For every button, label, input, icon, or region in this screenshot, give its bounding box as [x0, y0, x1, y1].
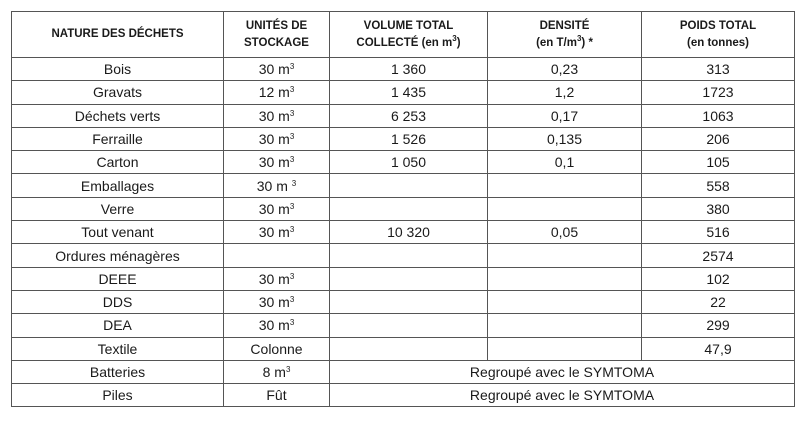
cell-nature: Batteries	[12, 360, 224, 383]
table-row	[12, 267, 795, 290]
cell-unite-sup: 3	[289, 271, 295, 281]
header-densite-line2-end: ) *	[581, 36, 593, 49]
cell-densite: 0,05	[488, 221, 642, 244]
cell-densite: 1,2	[488, 81, 642, 104]
cell-poids: 1723	[642, 81, 795, 104]
cell-unite-text: 30 m	[258, 317, 290, 334]
cell-volume: 6 253	[330, 104, 488, 127]
cell-nature: Déchets verts	[12, 104, 224, 127]
header-densite-sup: 3	[576, 33, 582, 43]
cell-volume: 1 526	[330, 127, 488, 150]
table-row	[12, 127, 795, 150]
table-row-merged	[12, 384, 795, 407]
cell-unite-sup: 3	[289, 85, 295, 95]
cell-nature: DDS	[12, 290, 224, 313]
cell-nature: Bois	[12, 58, 224, 81]
header-row	[12, 12, 795, 58]
header-nature-line1: NATURE DES DÉCHETS	[51, 28, 184, 40]
header-poids-line2: (en tonnes)	[687, 36, 749, 49]
cell-unite-sup: 3	[291, 178, 297, 188]
cell-unite-sup: 3	[289, 225, 295, 235]
cell-unite	[224, 81, 330, 104]
cell-unite	[224, 337, 330, 360]
cell-unite-sup: 3	[289, 201, 295, 211]
header-densite-line1: DENSITÉ	[539, 19, 590, 32]
header-densite-line2-wrap	[488, 35, 641, 52]
header-volume	[330, 12, 488, 58]
cell-unite	[224, 104, 330, 127]
cell-volume	[330, 290, 488, 313]
table-row	[12, 197, 795, 220]
cell-unite	[224, 290, 330, 313]
table-row	[12, 314, 795, 337]
cell-unite-sup: 3	[289, 318, 295, 328]
cell-volume: 1 435	[330, 81, 488, 104]
cell-poids: 105	[642, 151, 795, 174]
cell-densite	[488, 314, 642, 337]
cell-unite-text: 8 m	[262, 364, 286, 380]
cell-poids: 558	[642, 174, 795, 197]
cell-unite-text: 30 m	[258, 270, 290, 287]
cell-densite: 0,1	[488, 151, 642, 174]
cell-densite	[488, 267, 642, 290]
cell-poids: 313	[642, 58, 795, 81]
cell-nature: Ferraille	[12, 127, 224, 150]
cell-densite: 0,17	[488, 104, 642, 127]
header-volume-line2-end: )	[456, 36, 461, 49]
cell-unite-text: Fût	[266, 387, 287, 404]
cell-unite	[224, 197, 330, 220]
cell-unite-sup: 3	[285, 365, 291, 374]
cell-poids: 102	[642, 267, 795, 290]
cell-volume	[330, 267, 488, 290]
cell-unite	[224, 360, 330, 383]
cell-unite-sup: 3	[289, 295, 295, 305]
cell-unite	[224, 314, 330, 337]
header-densite-line2: (en T/m	[536, 36, 577, 49]
cell-unite-text: 30 m	[258, 131, 290, 148]
header-volume-sup: 3	[452, 33, 457, 43]
cell-unite	[224, 267, 330, 290]
header-poids-line1: POIDS TOTAL	[679, 19, 757, 32]
cell-merged-note: Regroupé avec le SYMTOMA	[330, 384, 795, 407]
table-row	[12, 151, 795, 174]
cell-poids: 47,9	[642, 337, 795, 360]
cell-unite-text: 30 m	[256, 177, 292, 194]
table-row	[12, 58, 795, 81]
table-row	[12, 174, 795, 197]
cell-nature: Emballages	[12, 174, 224, 197]
waste-table	[11, 11, 795, 407]
table-row	[12, 221, 795, 244]
cell-unite	[224, 58, 330, 81]
cell-unite-sup: 3	[289, 155, 295, 165]
cell-volume	[330, 174, 488, 197]
cell-volume	[330, 314, 488, 337]
header-unites-line2: STOCKAGE	[244, 36, 309, 49]
cell-densite: 0,135	[488, 127, 642, 150]
cell-densite	[488, 290, 642, 313]
cell-densite	[488, 174, 642, 197]
cell-poids: 22	[642, 290, 795, 313]
cell-unite	[224, 244, 330, 267]
table-row	[12, 244, 795, 267]
cell-densite	[488, 337, 642, 360]
cell-unite-sup: 3	[289, 108, 295, 118]
cell-densite	[488, 244, 642, 267]
cell-unite-text: 30 m	[258, 107, 290, 124]
header-unites-line1: UNITÉS DE	[245, 19, 308, 32]
cell-unite-text: 30 m	[258, 224, 290, 241]
cell-unite-text: 30 m	[258, 154, 290, 171]
cell-unite-text: 30 m	[258, 200, 290, 217]
header-densite	[488, 12, 642, 58]
cell-unite	[224, 151, 330, 174]
table-row	[12, 337, 795, 360]
cell-nature: Textile	[12, 337, 224, 360]
cell-unite	[224, 221, 330, 244]
cell-volume	[330, 337, 488, 360]
cell-nature: Carton	[12, 151, 224, 174]
cell-nature: Gravats	[12, 81, 224, 104]
header-volume-line2: COLLECTÉ (en m	[356, 36, 453, 49]
header-volume-line1: VOLUME TOTAL	[363, 19, 454, 32]
cell-volume	[330, 244, 488, 267]
cell-volume: 10 320	[330, 221, 488, 244]
cell-nature: Piles	[12, 384, 224, 407]
cell-unite-sup: 3	[289, 62, 295, 72]
cell-volume	[330, 197, 488, 220]
cell-unite-sup: 3	[289, 132, 295, 142]
cell-poids: 206	[642, 127, 795, 150]
cell-nature: Verre	[12, 197, 224, 220]
cell-nature: Ordures ménagères	[12, 244, 224, 267]
cell-densite: 0,23	[488, 58, 642, 81]
cell-poids: 380	[642, 197, 795, 220]
cell-volume: 1 050	[330, 151, 488, 174]
cell-poids: 2574	[642, 244, 795, 267]
cell-unite	[224, 174, 330, 197]
cell-densite	[488, 197, 642, 220]
table-row	[12, 290, 795, 313]
header-unites	[224, 12, 330, 58]
waste-table-container	[11, 11, 795, 407]
header-poids	[642, 12, 795, 58]
cell-poids: 299	[642, 314, 795, 337]
cell-merged-note: Regroupé avec le SYMTOMA	[330, 360, 795, 383]
cell-unite	[224, 384, 330, 407]
cell-poids: 516	[642, 221, 795, 244]
cell-poids: 1063	[642, 104, 795, 127]
cell-unite-text: 12 m	[258, 84, 290, 101]
cell-unite-text: 30 m	[258, 61, 290, 78]
header-nature	[12, 12, 224, 58]
cell-unite	[224, 127, 330, 150]
header-volume-line2-wrap	[330, 35, 487, 52]
cell-volume: 1 360	[330, 58, 488, 81]
cell-nature: DEEE	[12, 267, 224, 290]
table-row-merged	[12, 360, 795, 383]
table-row	[12, 104, 795, 127]
table-row	[12, 81, 795, 104]
cell-nature: DEA	[12, 314, 224, 337]
cell-unite-text: Colonne	[250, 340, 303, 357]
cell-unite-text: 30 m	[258, 294, 290, 311]
cell-nature: Tout venant	[12, 221, 224, 244]
